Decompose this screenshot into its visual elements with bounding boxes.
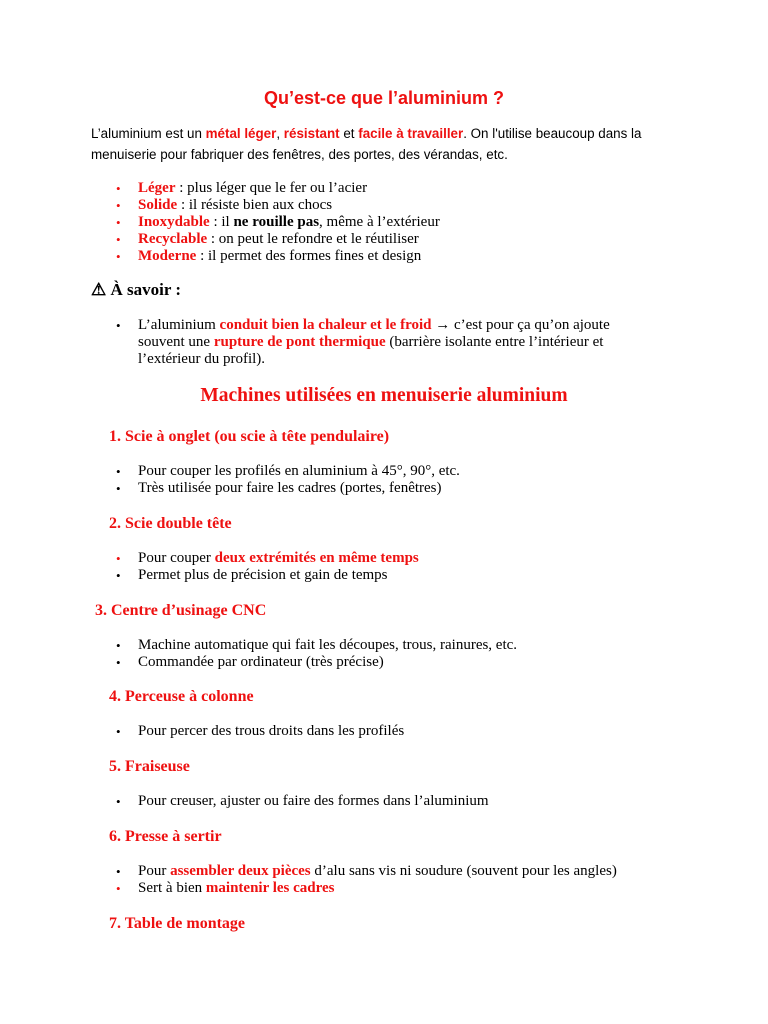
- machine-list-6: [91, 863, 617, 897]
- item-text: Pour couper les profilés en aluminium à 45°, 90°, etc.: [138, 463, 460, 479]
- bullet: •: [116, 198, 121, 213]
- machine-heading-2: 2. Scie double tête: [109, 515, 232, 532]
- list-item: [91, 723, 404, 740]
- property-key: Moderne: [138, 248, 197, 264]
- item-text: Pour creuser, ajuster ou faire des formes dans l’aluminium: [138, 793, 489, 809]
- bullet: •: [116, 181, 121, 196]
- item-keyword: deux extrémités en même temps: [214, 550, 419, 566]
- list-item: [91, 248, 440, 265]
- page-title: Qu’est-ce que l’aluminium ?: [263, 88, 505, 108]
- property-text: : il: [209, 214, 234, 230]
- machines-title: Machines utilisées en menuiserie aluminium: [200, 385, 568, 406]
- item-text: Pour: [138, 863, 171, 879]
- bullet: •: [116, 724, 121, 739]
- bullet: •: [116, 318, 121, 333]
- item-keyword: maintenir les cadres: [205, 880, 335, 896]
- item-text: Machine automatique qui fait les découpes, trous, rainures, etc.: [138, 637, 518, 653]
- intro-paragraph: [91, 123, 651, 165]
- machine-list-5: [91, 793, 489, 810]
- savoir-text: L’aluminium: [138, 317, 220, 333]
- list-item: [91, 654, 517, 671]
- machine-heading-7: 7. Table de montage: [109, 915, 246, 932]
- item-keyword: assembler deux pièces: [170, 863, 311, 879]
- machine-heading-3: 3. Centre d’usinage CNC: [95, 602, 267, 619]
- bullet: •: [116, 881, 121, 896]
- bullet: •: [116, 232, 121, 247]
- property-text: : il résiste bien aux chocs: [177, 197, 333, 213]
- item-text: Très utilisée pour faire les cadres (portes, fenêtres): [138, 480, 442, 496]
- arrow-icon: →: [431, 317, 454, 333]
- bullet: •: [116, 568, 121, 583]
- list-item: [91, 231, 440, 248]
- bullet: •: [116, 249, 121, 264]
- list-item: [91, 637, 517, 654]
- property-text: , même à l’extérieur: [319, 214, 440, 230]
- bullet: •: [116, 215, 121, 230]
- machine-list-4: [91, 723, 404, 740]
- bullet: •: [116, 794, 121, 809]
- item-text: d’alu sans vis ni soudure (souvent pour les angles): [310, 863, 617, 879]
- savoir-text: c’est pour ça qu’on ajoute souvent une: [138, 317, 610, 350]
- property-text: : on peut le refondre et le réutiliser: [207, 231, 419, 247]
- keyword-conduit: conduit bien la chaleur et le froid: [219, 317, 432, 333]
- bullet: •: [116, 864, 121, 879]
- bullet: •: [116, 464, 121, 479]
- item-text: Pour percer des trous droits dans les profilés: [138, 723, 405, 739]
- keyword-resistant: résistant: [283, 126, 340, 141]
- bullet: •: [116, 481, 121, 496]
- list-item: [91, 550, 419, 567]
- property-key: Recyclable: [138, 231, 208, 247]
- machine-list-2: [91, 550, 419, 584]
- machine-heading-1: 1. Scie à onglet (ou scie à tête pendulaire): [109, 428, 390, 445]
- machine-heading-4: 4. Perceuse à colonne: [109, 688, 254, 705]
- property-bold-text: ne rouille pas: [233, 214, 320, 230]
- intro-text: ,: [276, 126, 284, 141]
- keyword-rupture: rupture de pont thermique: [213, 334, 386, 350]
- item-text: Pour couper: [138, 550, 215, 566]
- property-key: Solide: [138, 197, 178, 213]
- list-item: [91, 863, 617, 880]
- machine-heading-5: 5. Fraiseuse: [109, 758, 190, 775]
- a-savoir-heading: ⚠ À savoir :: [91, 280, 182, 299]
- item-text: Commandée par ordinateur (très précise): [138, 654, 384, 670]
- item-text: Permet plus de précision et gain de temps: [138, 567, 388, 583]
- property-key: Léger: [138, 180, 176, 196]
- list-item: [91, 567, 419, 584]
- list-item: [91, 317, 651, 368]
- list-item: [91, 463, 460, 480]
- list-item: [91, 180, 440, 197]
- intro-text: L’aluminium est un: [91, 126, 206, 141]
- item-text: Sert à bien: [138, 880, 206, 896]
- machine-list-3: [91, 637, 517, 671]
- intro-text: et: [339, 126, 359, 141]
- intro-text: . On l'utilise beaucoup dans la menuiserie pour fabriquer des fenêtres, des portes, des vérandas, etc.: [91, 126, 642, 162]
- savoir-text: (barrière isolante entre l’intérieur et l’extérieur du profil).: [138, 334, 604, 367]
- list-item: [91, 880, 617, 897]
- property-text: : il permet des formes fines et design: [196, 248, 422, 264]
- list-item: [91, 214, 440, 231]
- keyword-facile: facile à travailler: [358, 126, 464, 141]
- properties-list: [91, 180, 440, 265]
- bullet: •: [116, 638, 121, 653]
- bullet: •: [116, 655, 121, 670]
- property-text: : plus léger que le fer ou l’acier: [175, 180, 368, 196]
- list-item: [91, 480, 460, 497]
- machine-list-1: [91, 463, 460, 497]
- bullet: •: [116, 551, 121, 566]
- keyword-metal-leger: métal léger: [205, 126, 277, 141]
- list-item: [91, 793, 489, 810]
- machine-heading-6: 6. Presse à sertir: [109, 828, 222, 845]
- savoir-list: [91, 317, 651, 368]
- list-item: [91, 197, 440, 214]
- property-key: Inoxydable: [138, 214, 210, 230]
